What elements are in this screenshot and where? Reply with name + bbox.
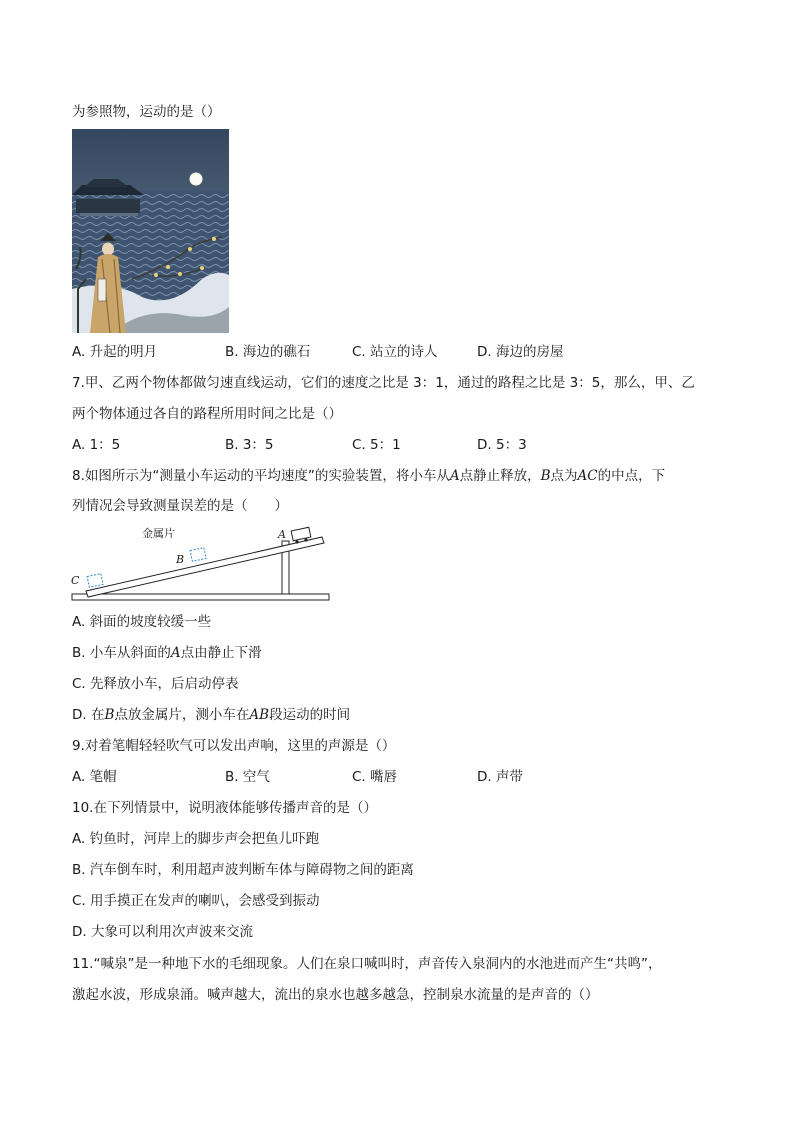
q11-stem-line1: 11.“喊泉”是一种地下水的毛细现象。人们在泉口喊叫时，声音传入泉洞内的水池进而产生“共鸣”，: [72, 956, 662, 972]
label-c: C: [71, 574, 80, 587]
poet-moon-sea-painting: [72, 129, 229, 333]
q6-option-c[interactable]: C. 站立的诗人: [352, 344, 438, 360]
q8-option-c[interactable]: C. 先释放小车，后启动停表: [72, 676, 239, 692]
q7-option-c[interactable]: C. 5：1: [352, 437, 401, 453]
q6-option-b[interactable]: B. 海边的礁石: [225, 344, 311, 360]
position-b-marker: [190, 548, 206, 562]
q6-option-d[interactable]: D. 海边的房屋: [477, 344, 564, 360]
q10-option-a[interactable]: A. 钓鱼时，河岸上的脚步声会把鱼儿吓跑: [72, 831, 320, 847]
moon: [190, 173, 203, 186]
label-a: A: [278, 528, 286, 541]
q8-option-b[interactable]: B. 小车从斜面的A点由静止下滑: [72, 645, 262, 661]
q9-stem: 9.对着笔帽轻轻吹气可以发出声响，这里的声源是（）: [72, 738, 396, 754]
q7-option-d[interactable]: D. 5：3: [477, 437, 527, 453]
q7-stem-line1: 7.甲、乙两个物体都做匀速直线运动，它们的速度之比是 3：1，通过的路程之比是 3：5，那么，甲、乙: [72, 375, 695, 391]
label-metal-plate: 金属片: [142, 527, 175, 540]
q11-stem-line2: 激起水波，形成泉涌。喊声越大，流出的泉水也越多越急，控制泉水流量的是声音的（）: [72, 987, 599, 1003]
q10-stem: 10.在下列情景中，说明液体能够传播声音的是（）: [72, 800, 377, 816]
q10-option-c[interactable]: C. 用手摸正在发声的喇叭，会感受到振动: [72, 893, 320, 909]
q6-option-a[interactable]: A. 升起的明月: [72, 344, 158, 360]
q9-option-d[interactable]: D. 声带: [477, 769, 523, 785]
q8-option-a[interactable]: A. 斜面的坡度较缓一些: [72, 614, 212, 630]
q7-option-a[interactable]: A. 1：5: [72, 437, 121, 453]
q8-stem-line1: 8.如图所示为“测量小车运动的平均速度”的实验装置，将小车从A点静止释放，B点为AC的中点，下: [72, 468, 666, 484]
q9-option-c[interactable]: C. 嘴唇: [352, 769, 398, 785]
q6-stem: 为参照物，运动的是（）: [72, 104, 221, 120]
q8-option-d[interactable]: D. 在B点放金属片，测小车在AB段运动的时间: [72, 707, 351, 723]
label-b: B: [176, 553, 185, 566]
incline-experiment-diagram: [68, 523, 333, 605]
q10-option-d[interactable]: D. 大象可以利用次声波来交流: [72, 924, 253, 940]
q9-option-b[interactable]: B. 空气: [225, 769, 270, 785]
position-c-marker: [87, 574, 103, 588]
q7-option-b[interactable]: B. 3：5: [225, 437, 274, 453]
q10-option-b[interactable]: B. 汽车倒车时，利用超声波判断车体与障碍物之间的距离: [72, 862, 414, 878]
q7-stem-line2: 两个物体通过各自的路程所用时间之比是（）: [72, 406, 342, 422]
q8-stem-line2: 列情况会导致测量误差的是（ ）: [72, 498, 288, 514]
q9-option-a[interactable]: A. 笔帽: [72, 769, 117, 785]
